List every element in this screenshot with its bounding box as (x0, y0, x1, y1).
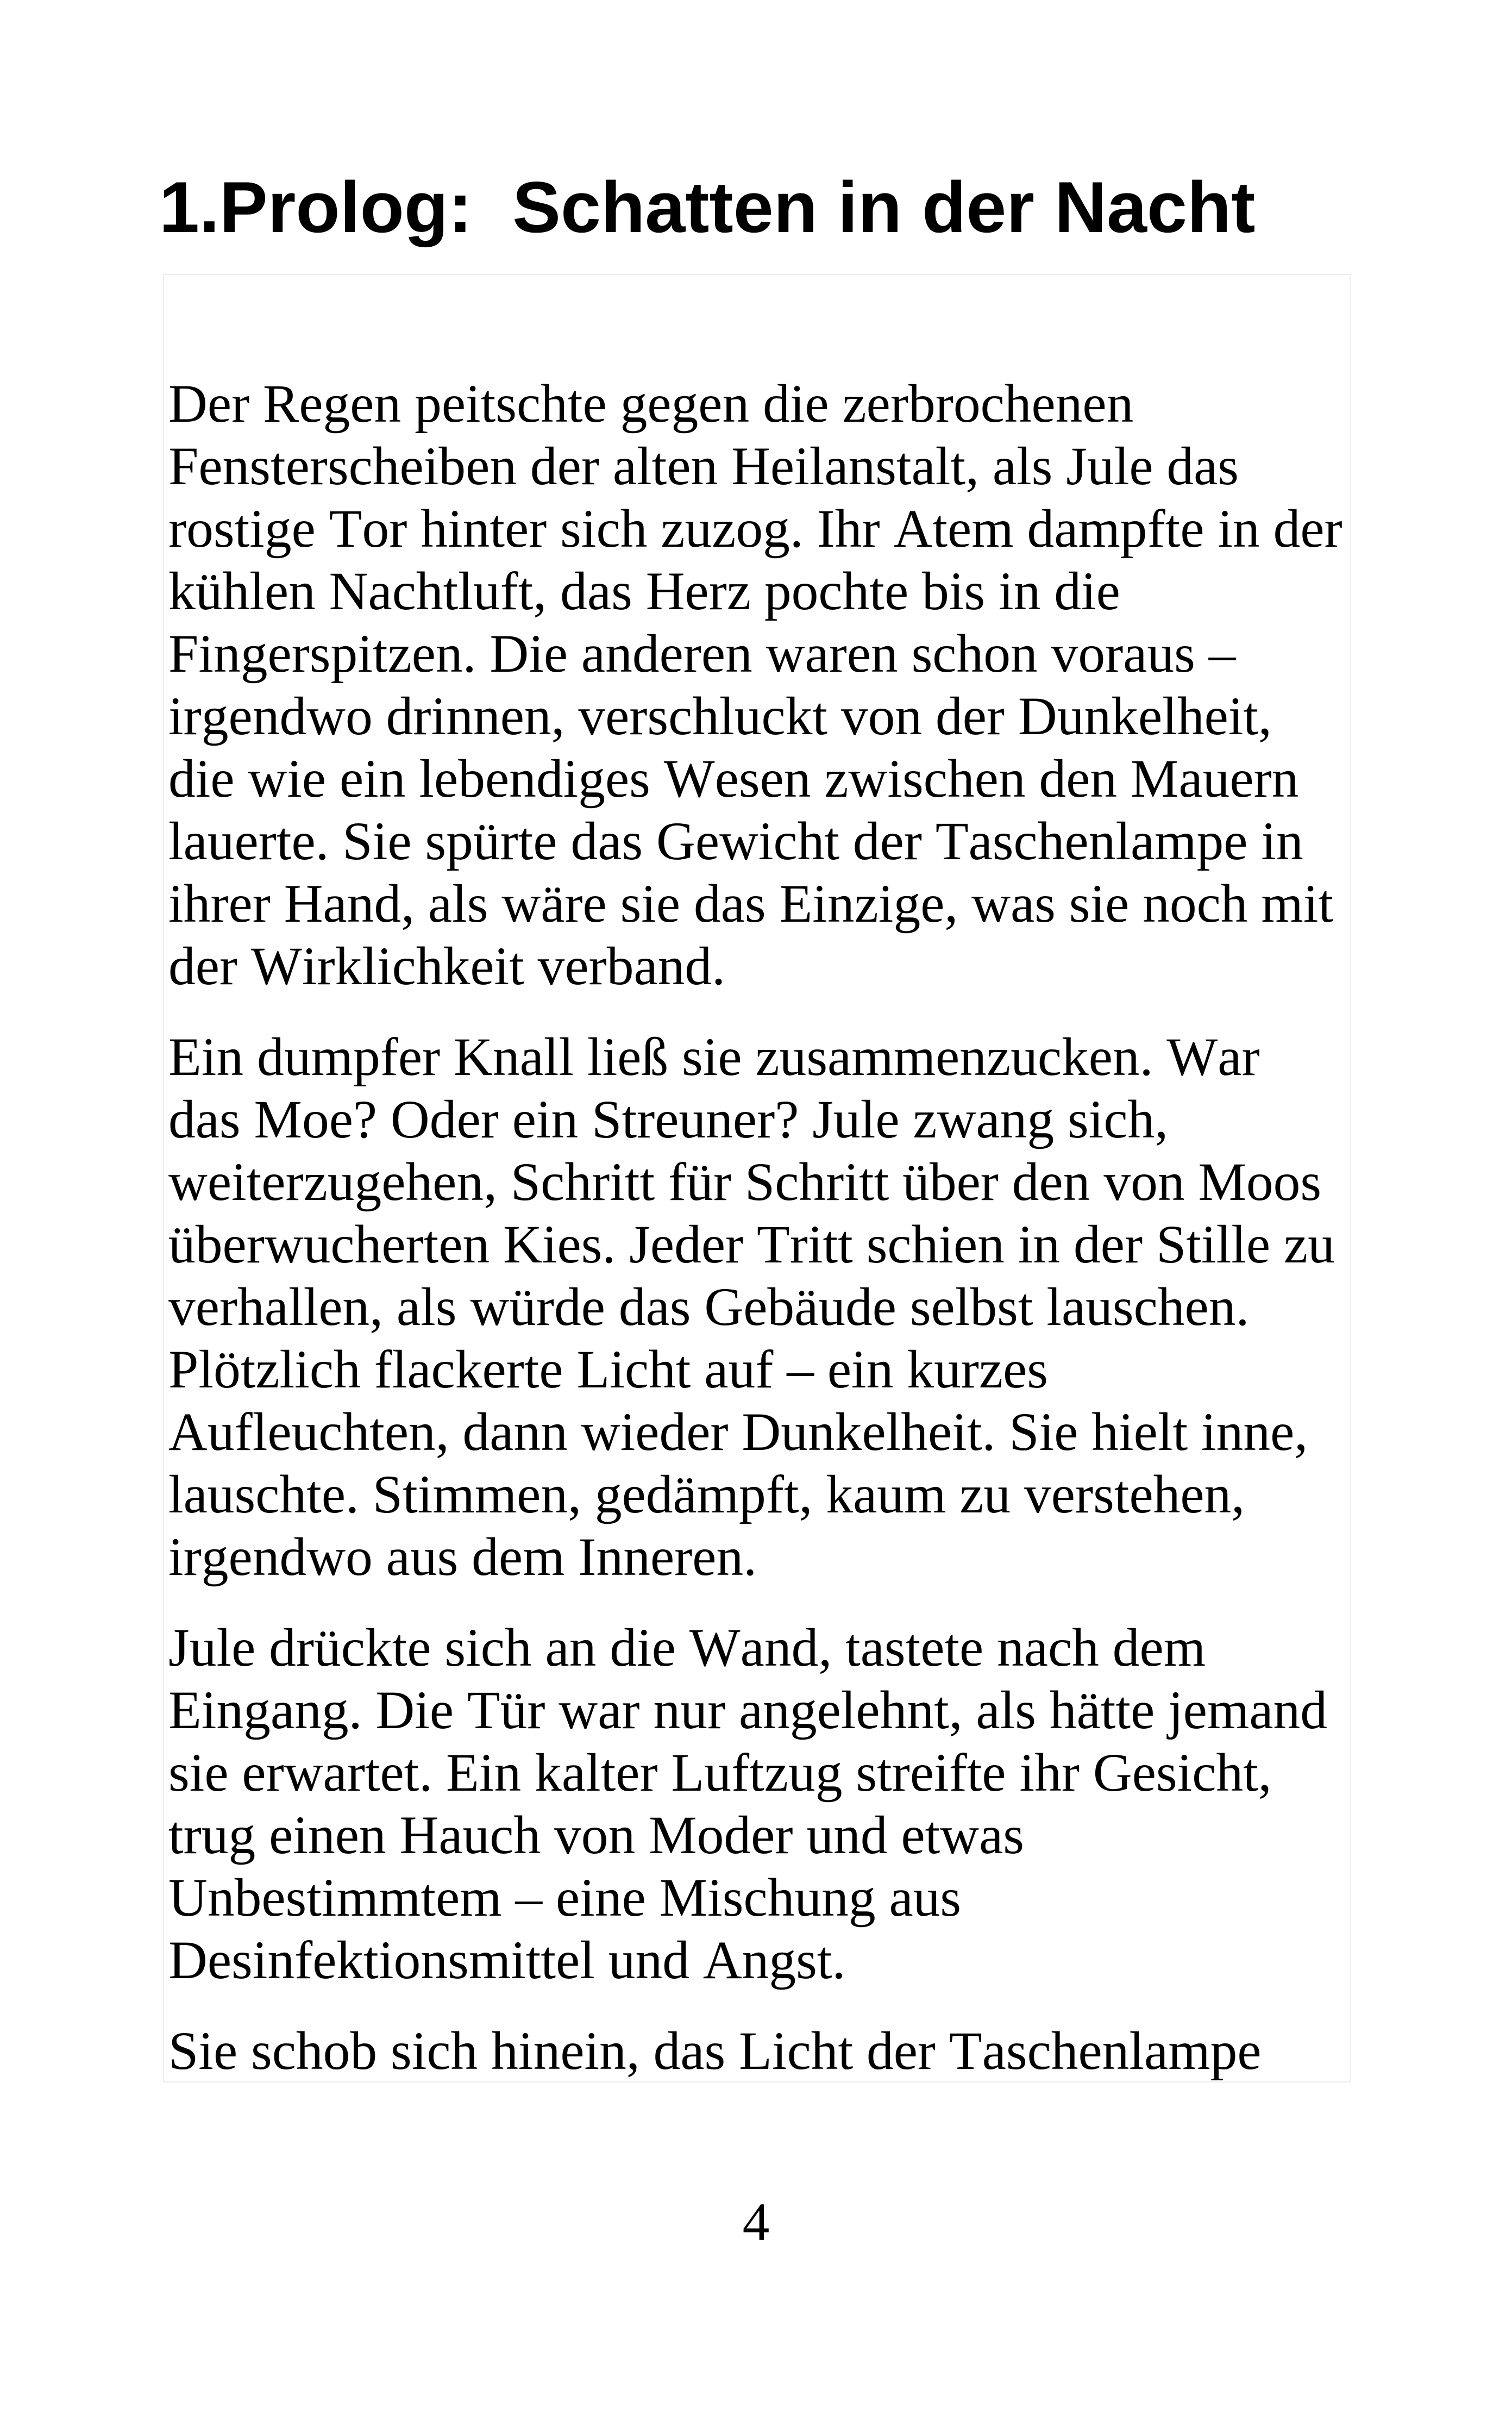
paragraph: Sie schob sich hinein, das Licht der Taschenlampe (168, 2021, 1262, 2081)
paragraph: Ein dumpfer Knall ließ sie zusammenzucken. War das Moe? Oder ein Streuner? Jule zwang sich, weiterzugehen, Schritt für Schritt über den von Moos überwucherten Kies. Jeder Tritt schien in der Stille zu verhallen, als würde das Gebäude selbst lauschen. Plötzlich flackerte Licht auf – ein kurzes Aufleuchten, dann wieder Dunkelheit. Sie hielt inne, lauschte. Stimmen, gedämpft, kaum zu verstehen, irgendwo aus dem Inneren. (168, 1027, 1335, 1587)
page-number: 4 (742, 2192, 770, 2252)
text-frame (163, 274, 1351, 2082)
chapter-title: 1.Prolog: Schatten in der Nacht (159, 167, 1256, 248)
paragraph: Der Regen peitschte gegen die zerbrochenen Fensterscheiben der alten Heilanstalt, als Jule das rostige Tor hinter sich zuzog. Ihr Atem dampfte in der kühlen Nachtluft, das Herz pochte bis in die Fingerspitzen. Die anderen waren schon voraus – irgendwo drinnen, verschluckt von der Dunkelheit, die wie ein lebendiges Wesen zwischen den Mauern lauerte. Sie spürte das Gewicht der Taschenlampe in ihrer Hand, als wäre sie das Einzige, was sie noch mit der Wirklichkeit verband. (168, 373, 1342, 996)
paragraph: Jule drückte sich an die Wand, tastete nach dem Eingang. Die Tür war nur angelehnt, als hätte jemand sie erwartet. Ein kalter Luftzug streifte ihr Gesicht, trug einen Hauch von Moder und etwas Unbestimmtem – eine Mischung aus Desinfektionsmittel und Angst. (168, 1617, 1327, 1990)
